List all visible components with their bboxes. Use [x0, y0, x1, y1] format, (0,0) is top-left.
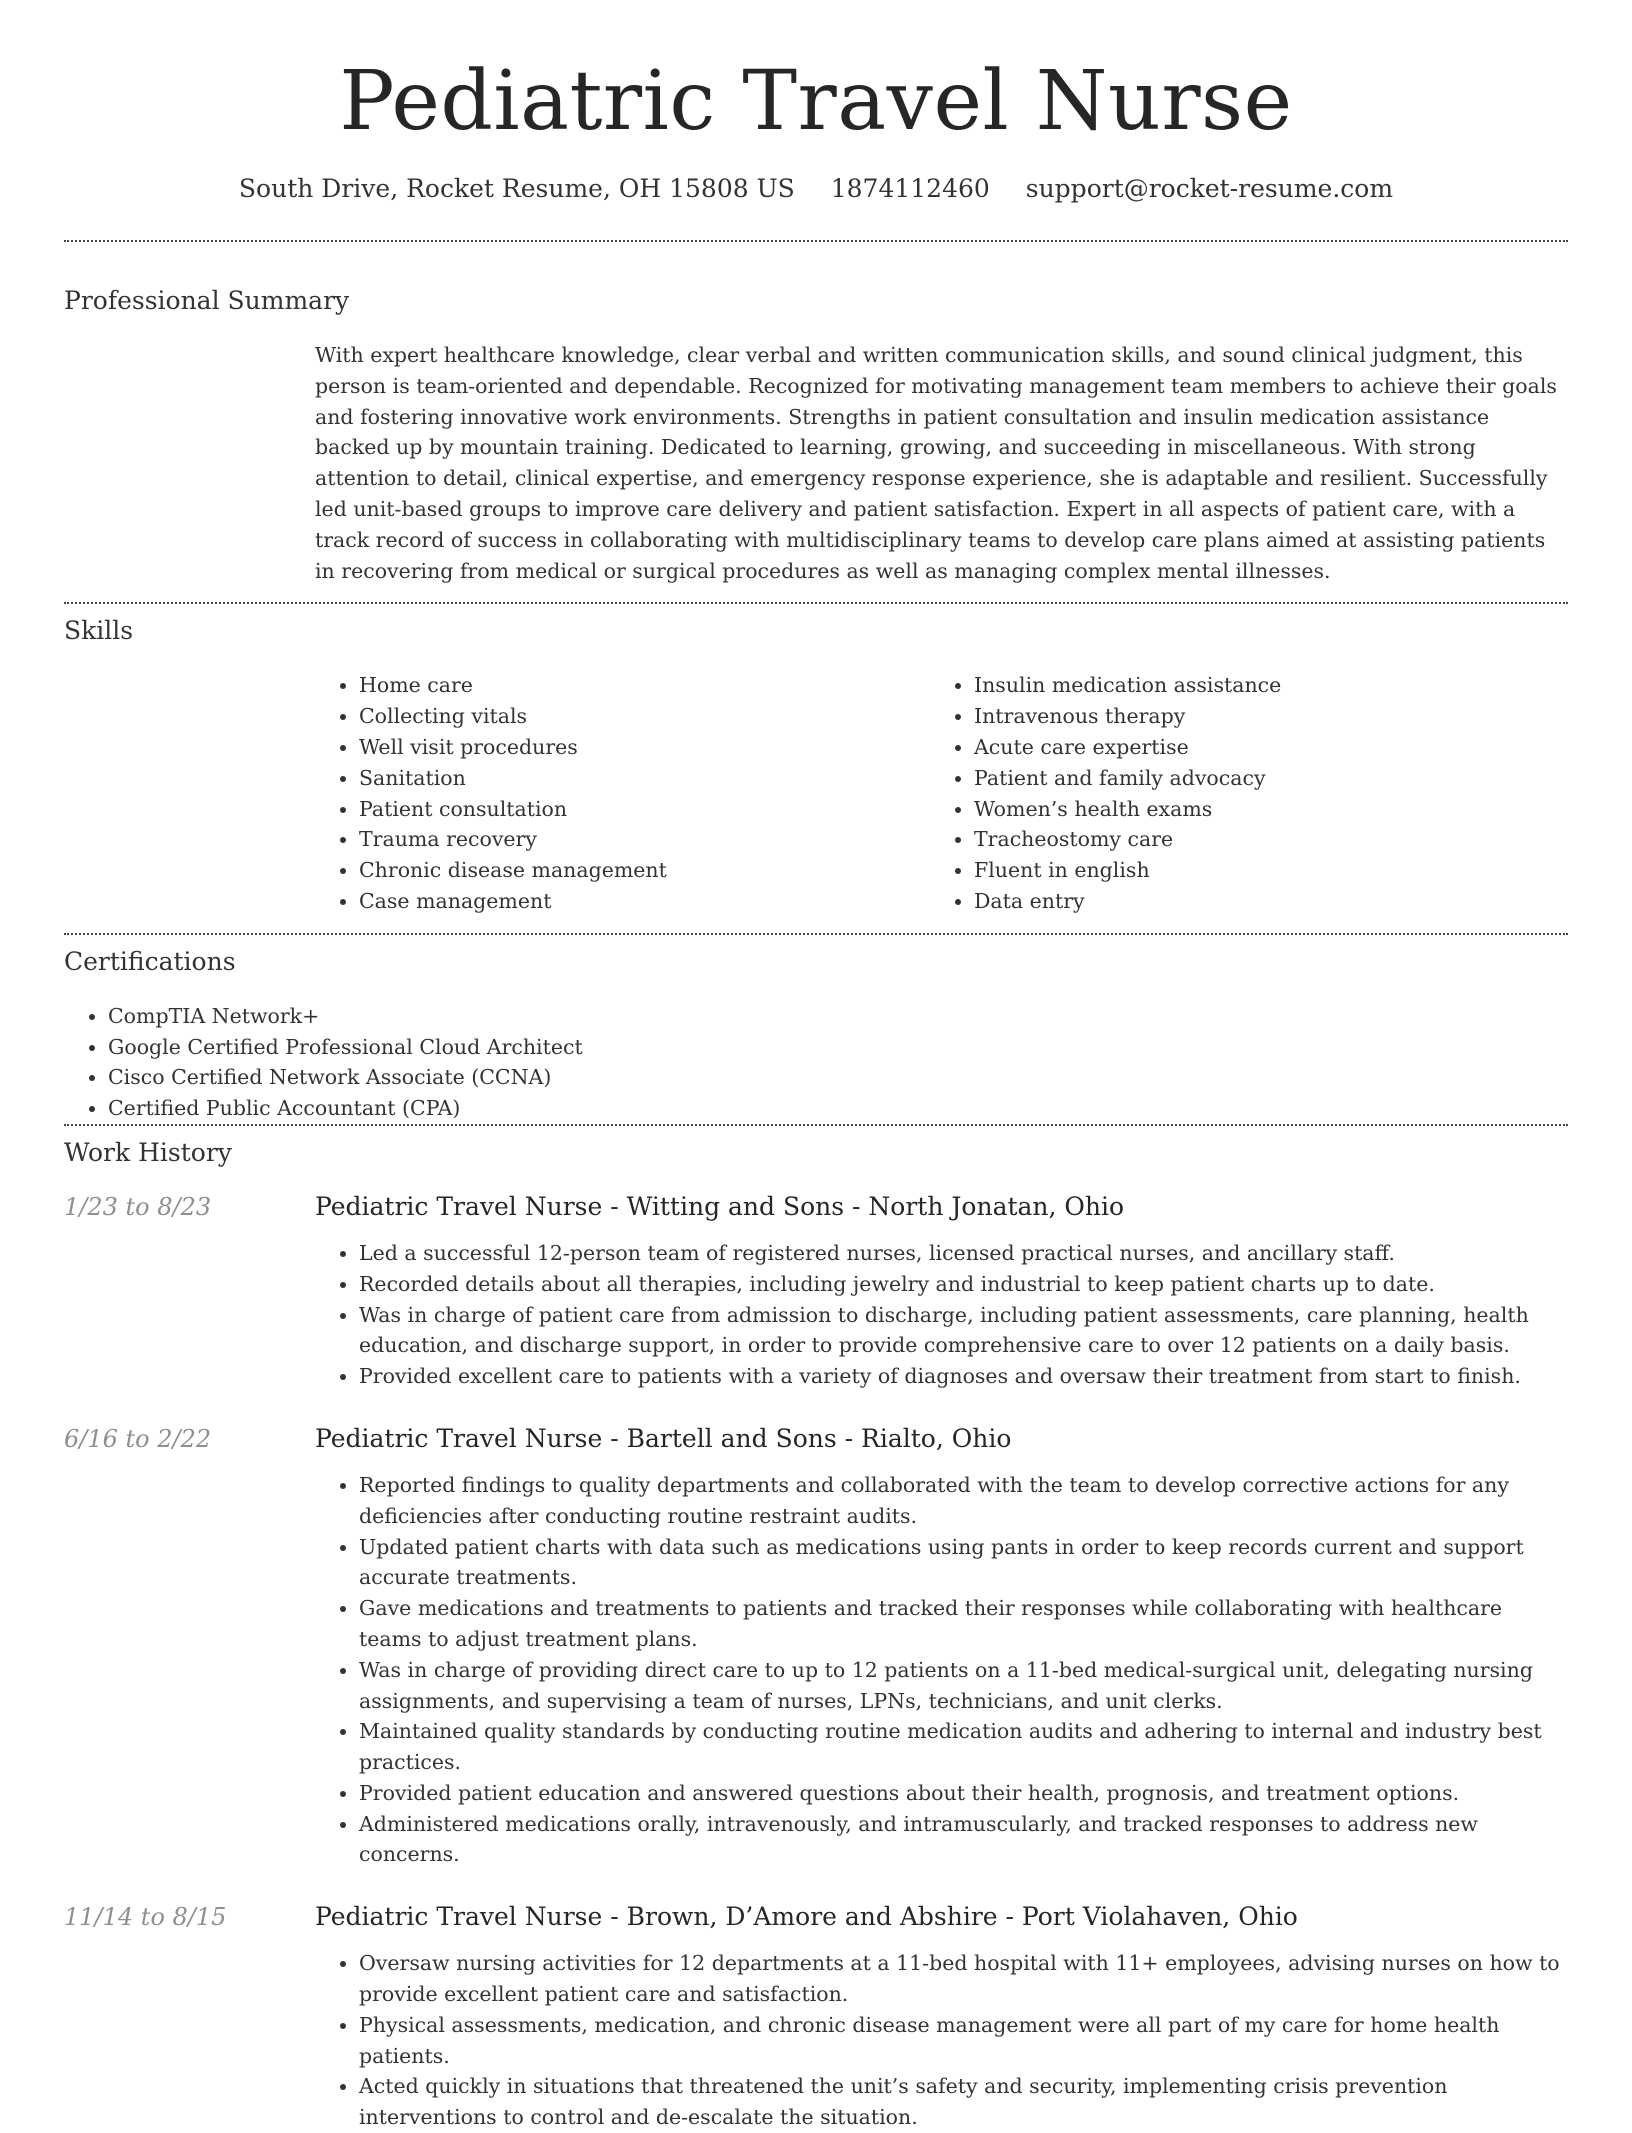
job-bullet: • Was in charge of patient care from admission to discharge, including patient assessments, care planning, health education, and discharge support, in order to provide comprehensive care to over 12 patients on a daily basis. [359, 1300, 1568, 1362]
job-bullet: • Maintained quality standards by conducting routine medication audits and adhering to internal and industry best practices. [359, 1716, 1568, 1778]
job-bullet: • Was in charge of providing direct care to up to 12 patients on a 11-bed medical-surgical unit, delegating nursing assignments, and supervising a team of nurses, LPNs, technicians, and unit clerks. [359, 1655, 1568, 1717]
job-details [315, 1190, 1568, 1392]
skill-item: • Data entry [974, 886, 1545, 917]
skill-item: • Fluent in english [974, 855, 1545, 886]
divider [64, 1124, 1568, 1126]
certification-item: • Cisco Certified Network Associate (CCNA) [108, 1062, 1568, 1093]
certification-item: • Certified Public Accountant (CPA) [108, 1093, 1568, 1124]
section-title-skills: Skills [64, 616, 134, 646]
skills-column-right [930, 670, 1545, 916]
skill-item: • Sanitation [359, 763, 930, 794]
job-bullet: • Administered medications orally, intravenously, and intramuscularly, and tracked responses to address new concerns. [359, 1809, 1568, 1871]
skill-item: • Well visit procedures [359, 732, 930, 763]
resume-page [64, 0, 1568, 2133]
skill-item: • Intravenous therapy [974, 701, 1545, 732]
job-bullet: • Oversaw nursing activities for 12 departments at a 11-bed hospital with 11+ employees, advising nurses on how to provide excellent patient care and satisfaction. [359, 1948, 1568, 2010]
skill-item: • Patient and family advocacy [974, 763, 1545, 794]
job-title: Pediatric Travel Nurse - Bartell and Sons - Rialto, Ohio [315, 1423, 1012, 1453]
skill-item: • Patient consultation [359, 794, 930, 825]
job-details [315, 1900, 1568, 2133]
job-bullet: • Acted quickly in situations that threatened the unit’s safety and security, implementing crisis prevention interventions to control and de-escalate the situation. [359, 2071, 1568, 2133]
skill-item: • Acute care expertise [974, 732, 1545, 763]
job-bullet: • Provided excellent care to patients with a variety of diagnoses and oversaw their treatment from start to finish. [359, 1361, 1568, 1392]
job-entry [64, 1900, 1568, 2133]
job-details [315, 1422, 1568, 1870]
summary-text: With expert healthcare knowledge, clear verbal and written communication skills, and sound clinical judgment, this person is team-oriented and dependable. Recognized for motivating management team members to achieve their goals and fostering innovative work environments. Strengths in patient consultation and insulin medication assistance backed up by mountain training. Dedicated to learning, growing, and succeeding in miscellaneous. With strong attention to detail, clinical expertise, and emergency response experience, she is adaptable and resilient. Successfully led unit-based groups to improve care delivery and patient satisfaction. Expert in all aspects of patient care, with a track record of success in collaborating with multidisciplinary teams to develop care plans aimed at assisting patients in recovering from medical or surgical procedures as well as managing complex mental illnesses. [315, 343, 1557, 583]
contact-email: support@rocket-resume.com [1025, 174, 1394, 203]
job-bullet: • Led a successful 12-person team of registered nurses, licensed practical nurses, and ancillary staff. [359, 1238, 1568, 1269]
certification-item: • CompTIA Network+ [108, 1001, 1568, 1032]
job-dates: 11/14 to 8/15 [64, 1903, 227, 1932]
contact-address: South Drive, Rocket Resume, OH 15808 US [238, 174, 795, 203]
candidate-name: Pediatric Travel Nurse [339, 54, 1293, 149]
job-bullets [315, 1470, 1568, 1870]
job-bullet: • Recorded details about all therapies, including jewelry and industrial to keep patient charts up to date. [359, 1269, 1568, 1300]
skills-list [315, 670, 1568, 916]
section-title-work-history: Work History [64, 1137, 232, 1167]
job-dates: 1/23 to 8/23 [64, 1192, 212, 1221]
job-bullets [315, 1238, 1568, 1392]
job-entry [64, 1190, 1568, 1392]
section-title-summary: Professional Summary [64, 286, 350, 315]
skill-item: • Trauma recovery [359, 824, 930, 855]
job-bullet: • Updated patient charts with data such as medications using pants in order to keep records current and support accurate treatments. [359, 1532, 1568, 1594]
job-title: Pediatric Travel Nurse - Brown, D’Amore and Abshire - Port Violahaven, Ohio [315, 1902, 1298, 1932]
job-dates: 6/16 to 2/22 [64, 1424, 212, 1453]
skill-item: • Chronic disease management [359, 855, 930, 886]
job-bullet: • Gave medications and treatments to patients and tracked their responses while collaborating with healthcare teams to adjust treatment plans. [359, 1593, 1568, 1655]
skills-column-left [315, 670, 930, 916]
job-bullet: • Provided patient education and answered questions about their health, prognosis, and treatment options. [359, 1778, 1568, 1809]
divider [64, 933, 1568, 935]
skill-item: • Case management [359, 886, 930, 917]
skill-item: • Women’s health exams [974, 794, 1545, 825]
skill-item: • Tracheostomy care [974, 824, 1545, 855]
contact-line [64, 172, 1568, 206]
section-title-certifications: Certifications [64, 946, 236, 976]
certifications-list [64, 1001, 1568, 1124]
skill-item: • Collecting vitals [359, 701, 930, 732]
job-bullet: • Physical assessments, medication, and chronic disease management were all part of my care for home health patients. [359, 2010, 1568, 2072]
job-title: Pediatric Travel Nurse - Witting and Sons - North Jonatan, Ohio [315, 1191, 1125, 1221]
contact-phone: 1874112460 [830, 174, 990, 203]
job-entry [64, 1422, 1568, 1870]
divider [64, 240, 1568, 242]
skill-item: • Home care [359, 670, 930, 701]
job-bullet: • Reported findings to quality departments and collaborated with the team to develop corrective actions for any deficiencies after conducting routine restraint audits. [359, 1470, 1568, 1532]
divider [64, 602, 1568, 604]
job-bullets [315, 1948, 1568, 2133]
certification-item: • Google Certified Professional Cloud Architect [108, 1032, 1568, 1063]
skill-item: • Insulin medication assistance [974, 670, 1545, 701]
